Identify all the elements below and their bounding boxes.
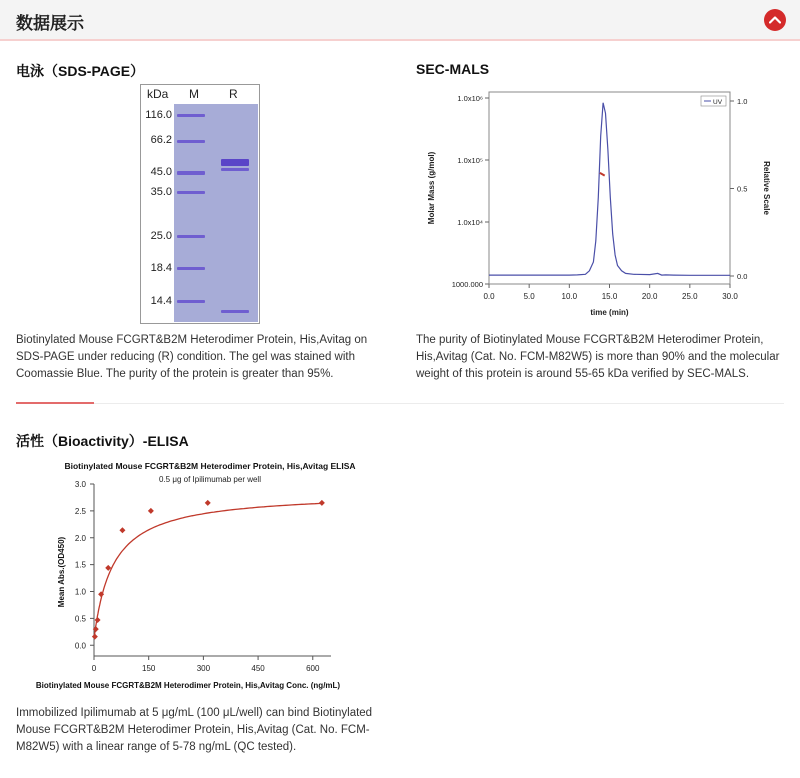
elisa-chart (16, 454, 386, 694)
section-divider-accent (16, 402, 94, 404)
gel-marker-band (177, 191, 205, 194)
elisa-y-tick-label: 0.5 (74, 614, 86, 624)
gel-kda-label: kDa (147, 87, 169, 101)
mals-x-tick-label: 15.0 (601, 292, 618, 301)
elisa-chart-subtitle: 0.5 μg of Ipilimumab per well (159, 475, 261, 484)
gel-marker-band (177, 235, 205, 238)
gel-sample-band (221, 310, 249, 313)
mals-x-tick-label: 25.0 (682, 292, 698, 301)
mals-x-tick-label: 20.0 (641, 292, 658, 301)
mals-y-tick-label: 1.0x10⁶ (457, 94, 483, 103)
mals-x-tick-label: 0.0 (483, 292, 495, 301)
elisa-x-tick-label: 0 (91, 664, 97, 673)
elisa-y-axis-label: Mean Abs.(OD450) (57, 536, 66, 608)
elisa-title: 活性（Bioactivity）-ELISA (16, 433, 189, 449)
elisa-data-point (92, 634, 98, 640)
collapse-button[interactable] (764, 9, 786, 31)
mals-description: The purity of Biotinylated Mouse FCGRT&B2M Heterodimer Protein, His,Avitag (Cat. No. FCM-M82W5) is more than 90% and the molecular weight of this protein is around 55-65 kDa verified by SEC-MALS. (416, 334, 780, 380)
mals-y-tick-label: 1.0x10⁴ (457, 218, 483, 227)
sds-gel-image (140, 84, 260, 324)
mals-molar-mass-series (600, 173, 605, 176)
mals-y-tick-label: 1.0x10⁵ (457, 156, 483, 165)
elisa-y-tick-label: 0.0 (74, 641, 86, 651)
mals-y2-tick-label: 0.5 (737, 184, 748, 194)
section-title: 数据展示 (16, 14, 84, 33)
elisa-y-tick-label: 2.0 (74, 533, 86, 543)
gel-marker-band (177, 171, 205, 175)
mals-x-tick-label: 30.0 (722, 292, 738, 301)
sds-description: Biotinylated Mouse FCGRT&B2M Heterodimer Protein, His,Avitag on SDS-PAGE under reducing (R) condition. The gel was stained with Coomassie Blue. The purity of the protein is greater than 95%. (16, 334, 368, 380)
gel-marker-label: 25.0 (150, 230, 172, 242)
mals-y2-axis-label: Relative Scale (762, 161, 771, 215)
mals-y2-tick-label: 1.0 (737, 97, 748, 106)
gel-marker-label: 116.0 (145, 109, 172, 121)
elisa-y-tick-label: 1.5 (74, 560, 86, 570)
mals-legend-label: UV (713, 99, 723, 106)
elisa-x-tick-label: 600 (306, 664, 320, 673)
elisa-data-point (148, 508, 154, 514)
mals-x-tick-label: 10.0 (561, 292, 578, 301)
elisa-x-tick-label: 150 (142, 664, 156, 673)
elisa-x-tick-label: 300 (196, 664, 211, 673)
gel-marker-label: 45.0 (150, 166, 172, 178)
gel-marker-label: 14.4 (150, 295, 172, 307)
gel-marker-band (177, 300, 205, 303)
mals-title: SEC-MALS (416, 61, 490, 77)
gel-marker-label: 18.4 (150, 262, 172, 274)
elisa-data-point (319, 500, 325, 506)
elisa-y-tick-label: 1.0 (74, 587, 86, 597)
mals-x-axis-label: time (min) (590, 308, 629, 317)
gel-sample-band (221, 159, 249, 166)
elisa-fit-curve (94, 503, 322, 636)
mals-x-tick-label: 5.0 (523, 292, 535, 301)
elisa-data-point (119, 527, 125, 533)
elisa-x-tick-label: 450 (251, 664, 265, 673)
elisa-data-point (95, 617, 101, 623)
elisa-chart-title: Biotinylated Mouse FCGRT&B2M Heterodimer Protein, His,Avitag ELISA (64, 461, 356, 471)
header-accent (0, 39, 800, 41)
gel-marker-label: 66.2 (150, 134, 172, 146)
gel-marker-band (177, 267, 205, 270)
elisa-data-point (205, 500, 211, 506)
sec-mals-chart (416, 84, 786, 324)
mals-uv-series (489, 103, 730, 275)
chevron-up-icon (769, 15, 781, 24)
gel-sample-band (221, 168, 249, 171)
mals-y2-tick-label: 0.0 (737, 272, 748, 281)
gel-background (174, 104, 258, 322)
gel-marker-label: 35.0 (150, 186, 172, 198)
sds-title: 电泳（SDS-PAGE） (16, 63, 145, 79)
mals-y-tick-label: 1000.000 (451, 280, 483, 289)
gel-lane-m: M (189, 87, 199, 101)
section-divider (16, 403, 784, 404)
mals-y-axis-label: Molar Mass (g/mol) (427, 151, 436, 225)
gel-marker-band (177, 114, 205, 117)
gel-lane-r: R (229, 87, 238, 101)
elisa-y-tick-label: 3.0 (74, 480, 86, 489)
section-header (0, 0, 800, 40)
elisa-description: Immobilized Ipilimumab at 5 μg/mL (100 μL/well) can bind Biotinylated Mouse FCGRT&B2M Heterodimer Protein, His,Avitag (Cat. No. FCM-M82W5) with a linear range of 5-78 ng/mL (QC tested). (16, 707, 373, 753)
elisa-x-axis-label: Biotinylated Mouse FCGRT&B2M Heterodimer Protein, His,Avitag Conc. (ng/mL) (35, 681, 341, 690)
gel-marker-band (177, 140, 205, 143)
elisa-y-tick-label: 2.5 (74, 506, 86, 516)
